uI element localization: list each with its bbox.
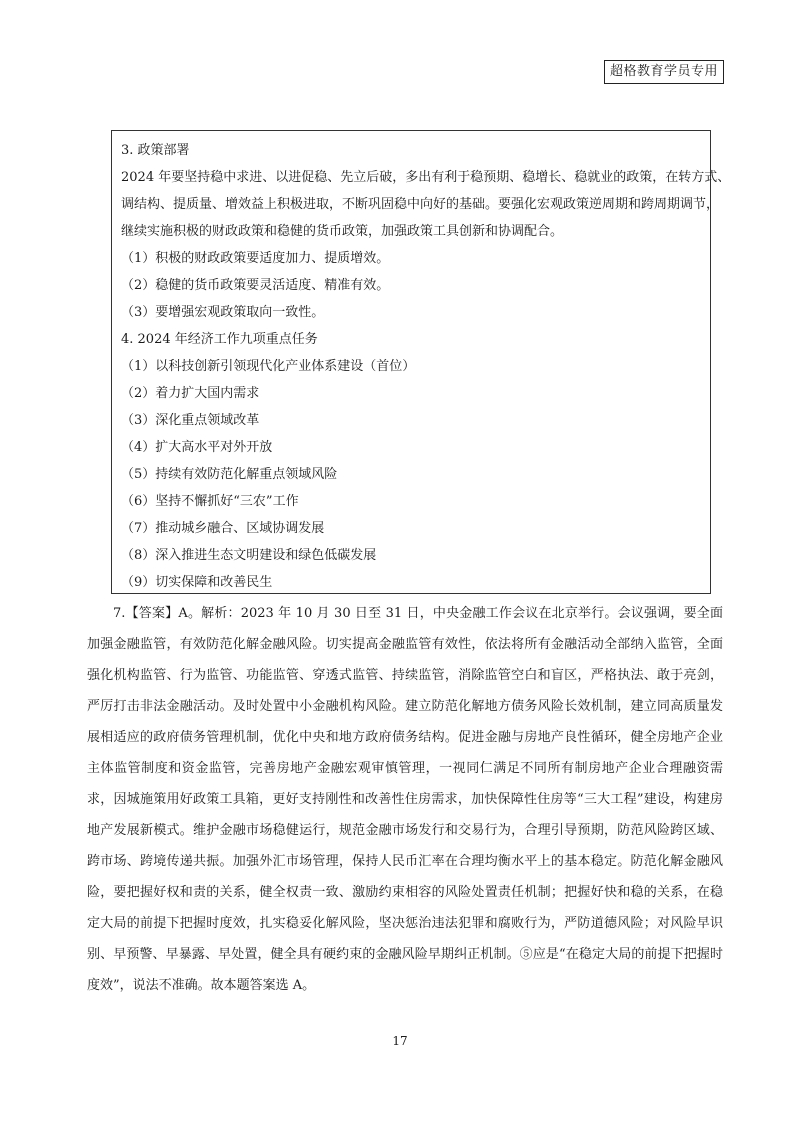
box-line: （2）稳健的货币政策要灵活适度、精准有效。 — [121, 278, 390, 293]
box-line: （3）要增强宏观政策取向一致性。 — [121, 305, 325, 320]
task-item: （1）以科技创新引领现代化产业体系建设（首位） — [121, 359, 416, 374]
task-item: （4）扩大高水平对外开放 — [121, 440, 273, 455]
task-item: （5）持续有效防范化解重点领域风险 — [121, 467, 338, 482]
box-line: 调结构、提质量、增效益上积极进取，不断巩固稳中向好的基础。要强化宏观政策逆周期和跨周期调节， — [121, 197, 720, 212]
task-item: （2）着力扩大国内需求 — [121, 386, 260, 401]
box-line: 继续实施积极的财政政策和稳健的货币政策，加强政策工具创新和协调配合。 — [121, 224, 564, 239]
task-item: （7）推动城乡融合、区域协调发展 — [121, 521, 325, 536]
task-item: （6）坚持不懈抓好“三农”工作 — [121, 494, 299, 509]
box-line: 2024 年要坚持稳中求进、以进促稳、先立后破，多出有利于稳预期、稳增长、稳就业的政策，在转方式、 — [121, 170, 731, 185]
box-line-policy-heading: 3. 政策部署 — [121, 143, 190, 158]
policy-summary-box — [111, 130, 731, 594]
answer-explanation: 7.【答案】A。解析：2023 年 10 月 30 日至 31 日，中央金融工作会议在北京举行。会议强调，要全面加强金融监管，有效防范化解金融风险。切实提高金融监管有效性，依法将所有金融活动全部纳入监管，全面强化机构监管、行为监管、功能监管、穿透式监管、持续监管，消除监管空白和盲区，严格执法、敢于亮剑，严厉打击非法金融活动。及时处置中小金融机构风险。建立防范化解地方债务风险长效机制，建立同高质量发展相适应的政府债务管理机制，优化中央和地方政府债务结构。促进金融与房地产良性循环，健全房地产企业主体监管制度和资金监管，完善房地产金融宏观审慎管理，一视同仁满足不同所有制房地产企业合理融资需求，因城施策用好政策工具箱，更好支持刚性和改善性住房需求，加快保障性住房等“三大工程”建设，构建房地产发展新模式。维护金融市场稳健运行，规范金融市场发行和交易行为，合理引导预期，防范风险跨区域、跨市场、跨境传递共振。加强外汇市场管理，保持人民币汇率在合理均衡水平上的基本稳定。防范化解金融风险，要把握好权和责的关系，健全权责一致、激励约束相容的风险处置责任机制；把握好快和稳的关系，在稳定大局的前提下把握时度效，扎实稳妥化解风险，坚决惩治违法犯罪和腐败行为，严防道德风险；对风险早识别、早预警、早暴露、早处置，健全具有硬约束的金融风险早期纠正机制。⑤应是“在稳定大局的前提下把握时度效”，说法不准确。故本题答案选 A。 — [87, 606, 723, 993]
usage-tag: 超格教育学员专用 — [604, 60, 724, 84]
box-line-tasks-heading: 4. 2024 年经济工作九项重点任务 — [121, 332, 318, 347]
task-item: （8）深入推进生态文明建设和绿色低碳发展 — [121, 548, 377, 563]
box-line: （1）积极的财政政策要适度加力、提质增效。 — [121, 251, 390, 266]
page-number: 17 — [392, 1034, 408, 1048]
task-item: （9）切实保障和改善民生 — [121, 575, 273, 590]
task-item: （3）深化重点领域改革 — [121, 413, 260, 428]
